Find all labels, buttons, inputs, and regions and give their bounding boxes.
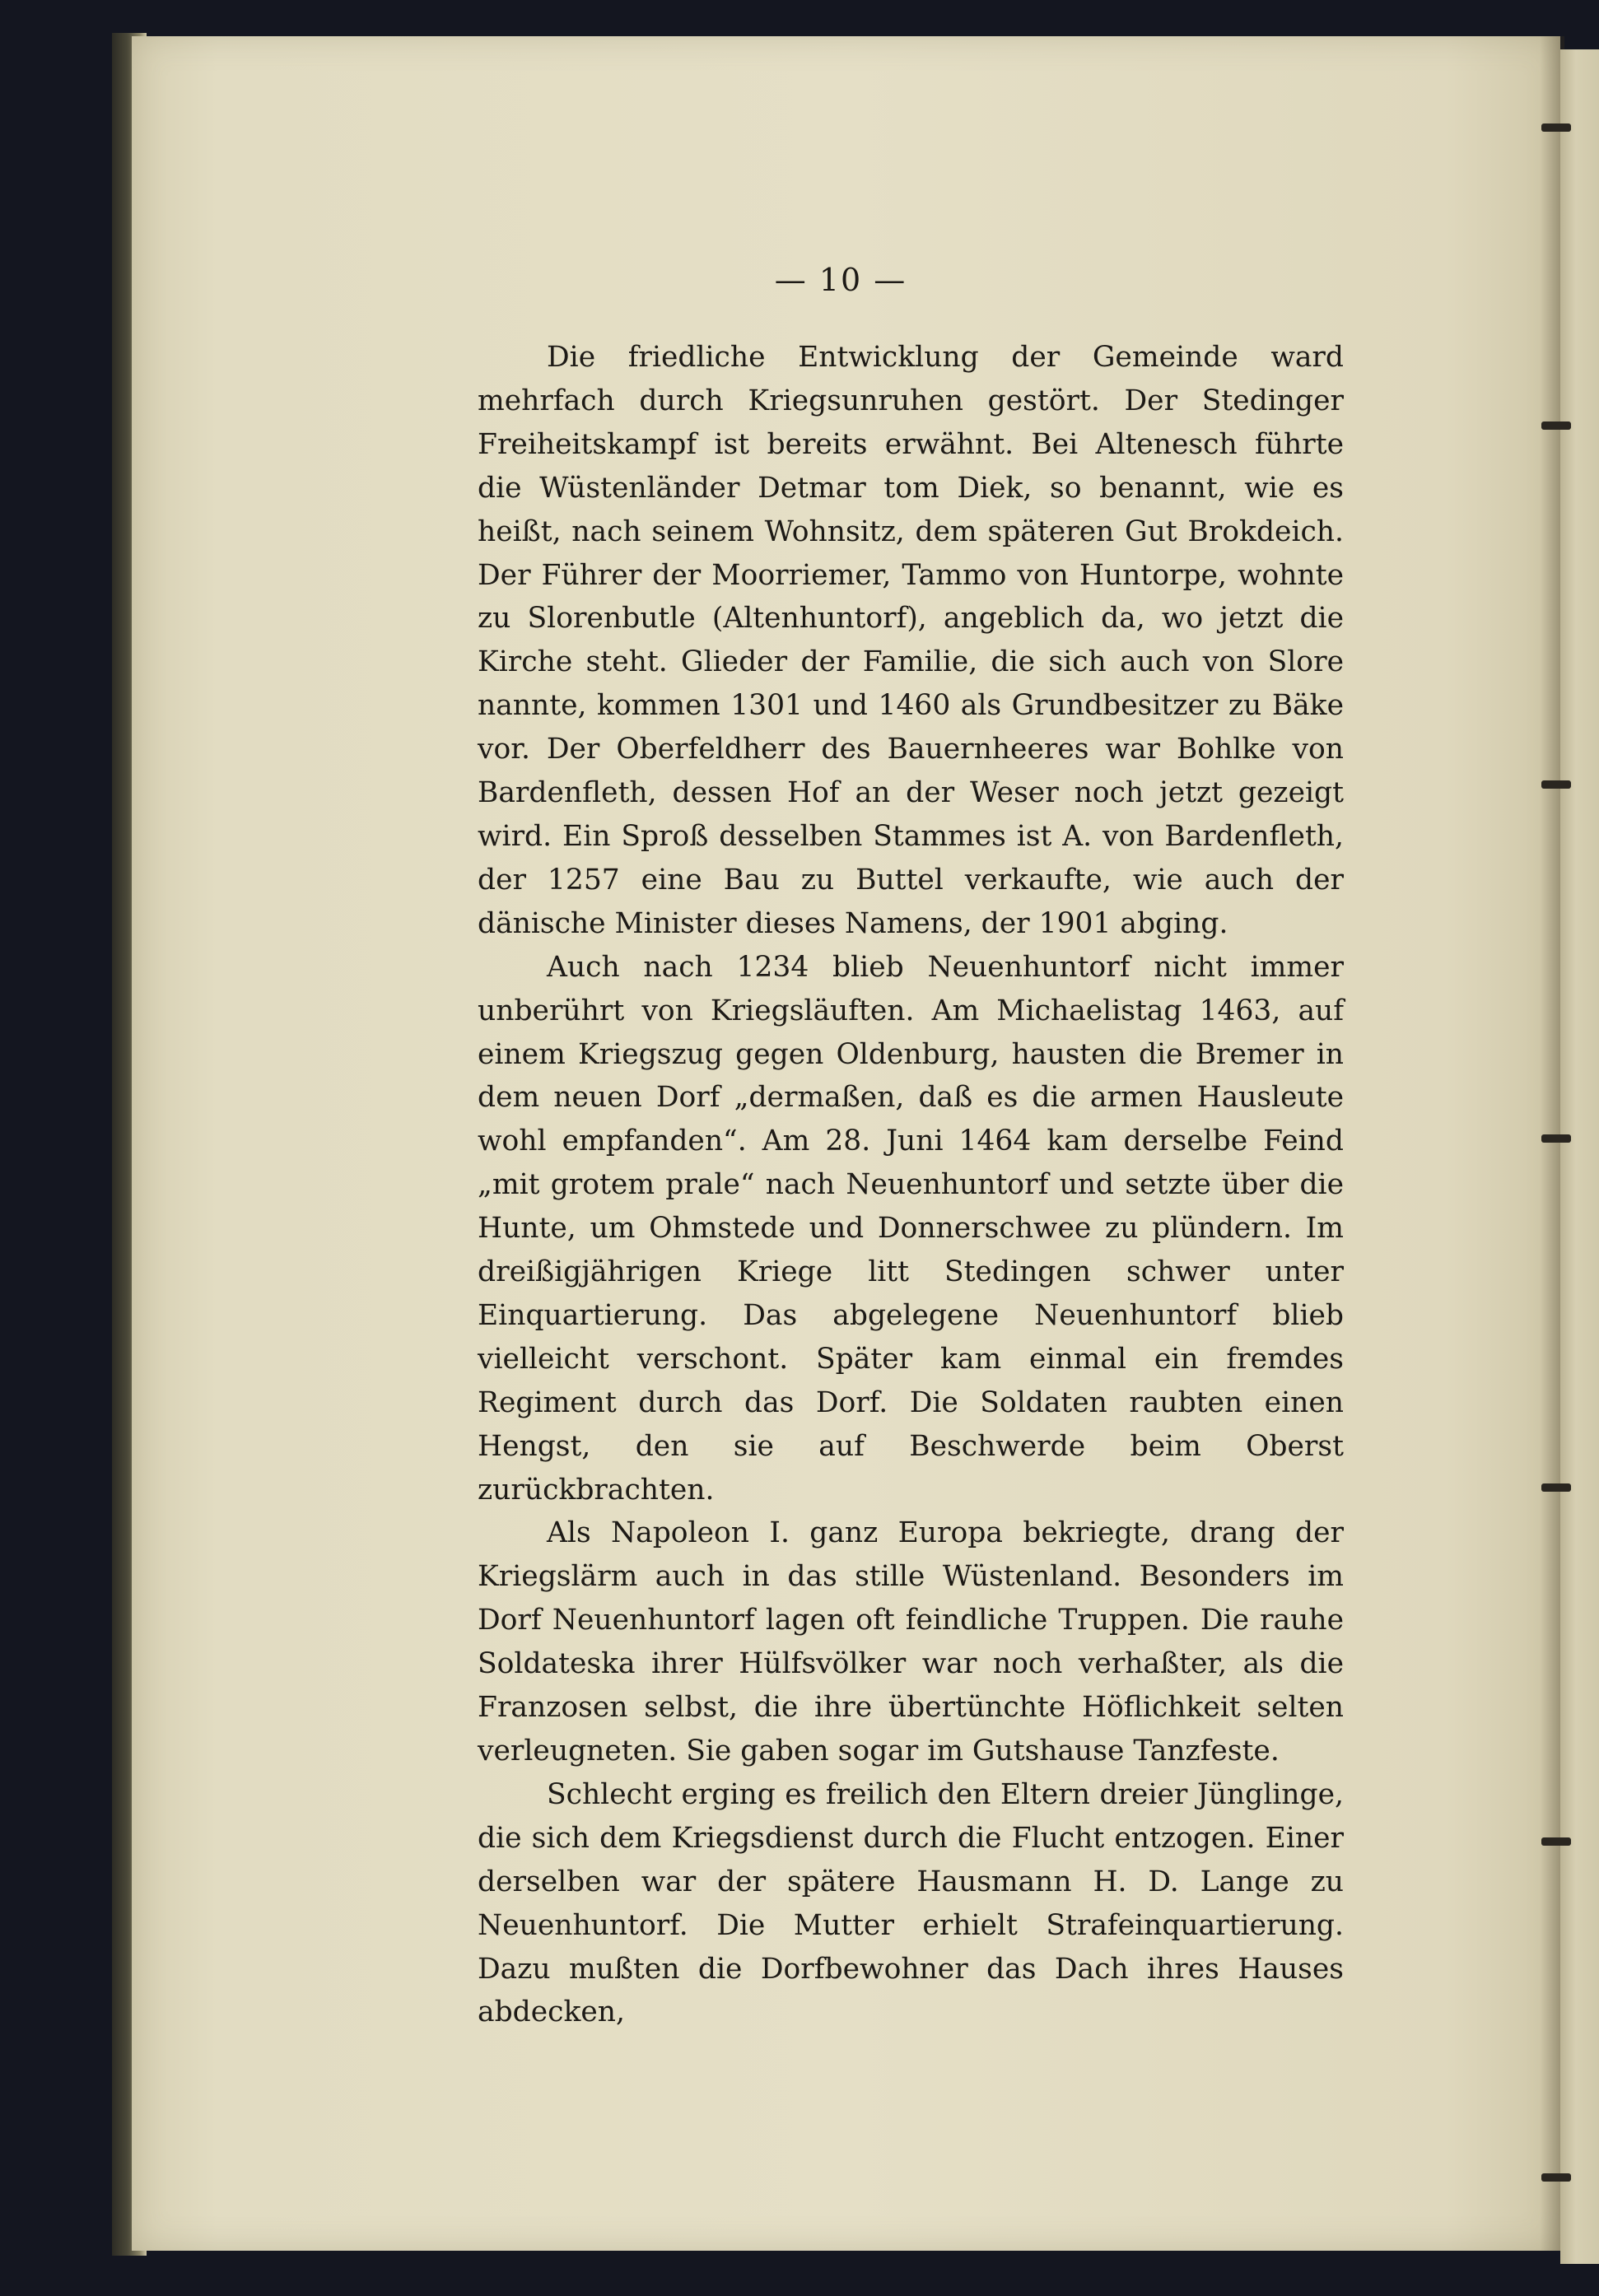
binding-stitch bbox=[1541, 1483, 1571, 1492]
paragraph: Als Napoleon I. ganz Europa bekriegte, drang der Kriegslärm auch in das stille Wüstenland. Besonders im Dorf Neuenhuntorf lagen oft feindliche Truppen. Die rauhe Soldateska ihrer Hülfsvölker war noch verhaßter, als die Franzosen selbst, die ihre übertünchte Höflichkeit selten verleugneten. Sie gaben sogar im Gutshause Tanzfeste. bbox=[478, 1516, 1344, 1767]
binding-stitch bbox=[1541, 780, 1571, 789]
binding-stitch bbox=[1541, 421, 1571, 430]
paragraph: Schlecht erging es freilich den Eltern dreier Jünglinge, die sich dem Kriegsdienst durch die Flucht entzogen. Einer derselben war der spätere Hausmann H. D. Lange zu Neuenhuntorf. Die Mutter erhielt Strafeinquartierung. Dazu mußten die Dorfbewohner das Dach ihres Hauses abdecken, bbox=[478, 1777, 1344, 2029]
page-number: — 10 — bbox=[774, 262, 907, 298]
binding-stitch bbox=[1541, 1837, 1571, 1846]
body-text bbox=[478, 336, 1344, 2034]
facing-page-edge bbox=[1560, 49, 1599, 2264]
paragraph: Auch nach 1234 blieb Neuenhuntorf nicht immer unberührt von Kriegsläuften. Am Michaelistag 1463, auf einem Kriegszug gegen Oldenburg, hausten die Bremer in dem neuen Dorf „dermaßen, daß es die armen Hausleute wohl empfanden“. Am 28. Juni 1464 kam derselbe Feind „mit grotem prale“ nach Neuenhuntorf und setzte über die Hunte, um Ohmstede und Donnerschwee zu plündern. Im dreißigjährigen Kriege litt Stedingen schwer unter Einquartierung. Das abgelegene Neuenhuntorf blieb vielleicht verschont. Später kam einmal ein fremdes Regiment durch das Dorf. Die Soldaten raubten einen Hengst, den sie auf Beschwerde beim Oberst zurückbrachten. bbox=[478, 950, 1344, 1507]
paragraph: Die friedliche Entwicklung der Gemeinde ward mehrfach durch Kriegsunruhen gestört. Der Stedinger Freiheitskampf ist bereits erwähnt. Bei Altenesch führte die Wüstenländer Detmar tom Diek, so benannt, wie es heißt, nach seinem Wohnsitz, dem späteren Gut Brokdeich. Der Führer der Moorriemer, Tammo von Huntorpe, wohnte zu Slorenbutle (Altenhuntorf), angeblich da, wo jetzt die Kirche steht. Glieder der Familie, die sich auch von Slore nannte, kommen 1301 und 1460 als Grundbesitzer zu Bäke vor. Der Oberfeldherr des Bauernheeres war Bohlke von Bardenfleth, dessen Hof an der Weser noch jetzt gezeigt wird. Ein Sproß desselben Stammes ist A. von Bardenfleth, der 1257 eine Bau zu Buttel verkaufte, wie auch der dänische Minister dieses Namens, der 1901 abging. bbox=[478, 341, 1344, 940]
binding-stitch bbox=[1541, 1134, 1571, 1143]
binding-stitch bbox=[1541, 123, 1571, 132]
binding-stitch bbox=[1541, 2173, 1571, 2182]
